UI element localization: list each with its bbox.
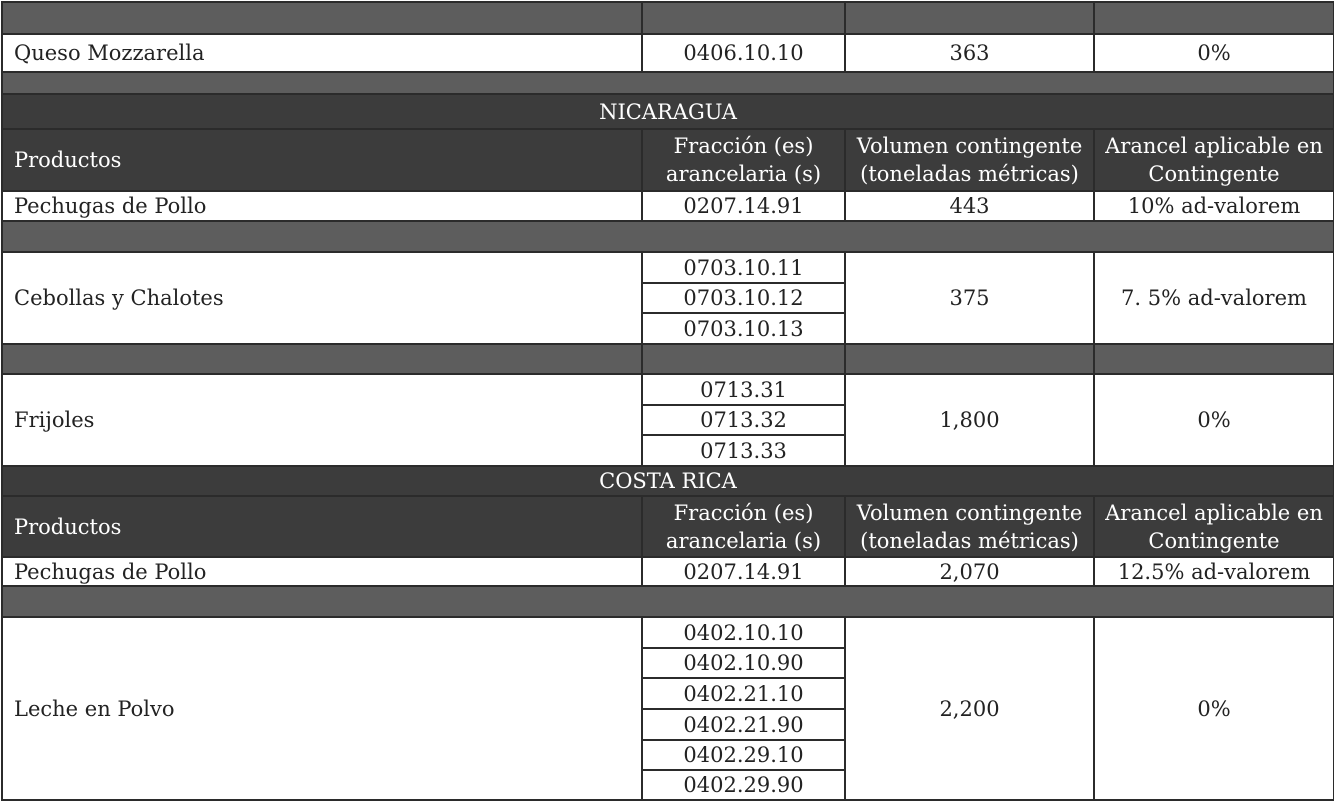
- fraction-cell: 0703.10.11: [642, 252, 845, 283]
- fraction-cell: 0713.31: [642, 374, 845, 405]
- separator-row: [2, 72, 1334, 94]
- col-header-volume: Volumen contingente (toneladas métricas): [845, 129, 1094, 191]
- table-row: [2, 191, 1334, 221]
- fraction-cell: 0402.29.90: [642, 770, 845, 800]
- tariff-quota-table: [1, 1, 1334, 801]
- header-row: [2, 129, 1334, 191]
- volume-cell: 443: [845, 191, 1094, 221]
- fraction-cell: 0703.10.12: [642, 283, 845, 313]
- col-header-fraction: Fracción (es) arancelaria (s): [642, 129, 845, 191]
- fraction-cell: 0703.10.13: [642, 313, 845, 344]
- volume-cell: 375: [845, 252, 1094, 344]
- product-cell: Frijoles: [2, 374, 642, 466]
- table-row: [2, 617, 1334, 648]
- fraction-cell: 0402.21.10: [642, 678, 845, 709]
- separator-row: [2, 344, 1334, 374]
- col-header-products: Productos: [2, 496, 642, 557]
- product-cell: Queso Mozzarella: [2, 34, 642, 72]
- section-title-row: [2, 466, 1334, 496]
- table-row: [2, 34, 1334, 72]
- tariff-cell: 12.5% ad-valorem: [1094, 557, 1334, 586]
- fraction-cell: 0713.33: [642, 435, 845, 466]
- volume-cell: 1,800: [845, 374, 1094, 466]
- col-header-fraction: Fracción (es) arancelaria (s): [642, 496, 845, 557]
- section-title-costa-rica: COSTA RICA: [2, 466, 1334, 496]
- fraction-cell: 0713.32: [642, 405, 845, 435]
- col-header-tariff: Arancel aplicable en Contingente: [1094, 129, 1334, 191]
- volume-cell: 2,200: [845, 617, 1094, 800]
- product-cell: Pechugas de Pollo: [2, 191, 642, 221]
- separator-row: [2, 586, 1334, 617]
- tariff-cell: 0%: [1094, 34, 1334, 72]
- separator-row: [2, 221, 1334, 252]
- section-title-row: [2, 94, 1334, 129]
- fraction-cell: 0402.10.90: [642, 648, 845, 678]
- tariff-cell: 7. 5% ad-valorem: [1094, 252, 1334, 344]
- table-row: [2, 557, 1334, 586]
- fraction-cell: 0402.21.90: [642, 709, 845, 740]
- fraction-cell: 0406.10.10: [642, 34, 845, 72]
- fraction-cell: 0207.14.91: [642, 191, 845, 221]
- volume-cell: 2,070: [845, 557, 1094, 586]
- tariff-cell: 0%: [1094, 617, 1334, 800]
- product-cell: Pechugas de Pollo: [2, 557, 642, 586]
- volume-cell: 363: [845, 34, 1094, 72]
- product-cell: Leche en Polvo: [2, 617, 642, 800]
- tariff-cell: 0%: [1094, 374, 1334, 466]
- col-header-products: Productos: [2, 129, 642, 191]
- fraction-cell: 0207.14.91: [642, 557, 845, 586]
- fraction-cell: 0402.29.10: [642, 740, 845, 770]
- fraction-cell: 0402.10.10: [642, 617, 845, 648]
- col-header-tariff: Arancel aplicable en Contingente: [1094, 496, 1334, 557]
- header-row: [2, 496, 1334, 557]
- product-cell: Cebollas y Chalotes: [2, 252, 642, 344]
- section-title-nicaragua: NICARAGUA: [2, 94, 1334, 129]
- table-row: [2, 374, 1334, 405]
- tariff-cell: 10% ad-valorem: [1094, 191, 1334, 221]
- separator-row: [2, 2, 1334, 34]
- col-header-volume: Volumen contingente (toneladas métricas): [845, 496, 1094, 557]
- table-row: [2, 252, 1334, 283]
